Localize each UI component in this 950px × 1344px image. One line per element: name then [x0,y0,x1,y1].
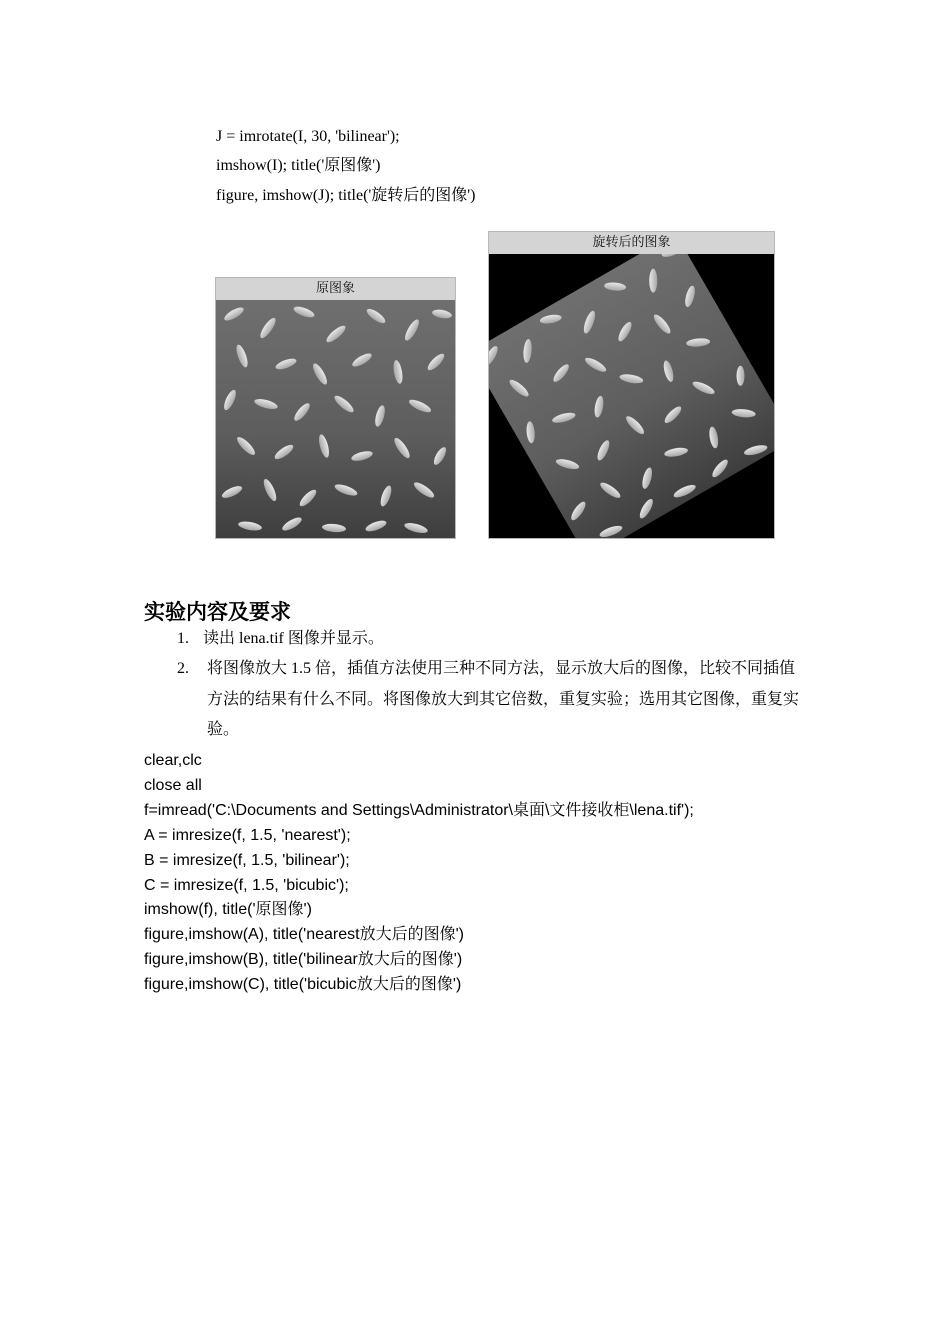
list-item-number: 1. [177,630,189,647]
rotated-image-figure [488,231,775,539]
section-heading: 实验内容及要求 [144,599,291,624]
list-item-text: 读出 lena.tif 图像并显示。 [203,630,384,647]
list-item-text: 将图像放大 1.5 倍，插值方法使用三种不同方法，显示放大后的图像，比较不同插值 [207,660,796,677]
code-line: imshow(I); title('原图像') [216,157,381,174]
code-line: figure,imshow(C), title('bicubic放大后的图像') [144,976,462,993]
code-line: figure,imshow(B), title('bilinear放大后的图像') [144,951,463,968]
code-line: figure,imshow(A), title('nearest放大后的图像') [144,926,464,943]
code-line: close all [144,777,202,794]
code-line: clear,clc [144,752,202,769]
code-line: J = imrotate(I, 30, 'bilinear'); [216,128,400,145]
rotated-image-title: 旋转后的图象 [489,232,774,254]
code-line: f=imread('C:\Documents and Settings\Administrator\桌面\文件接收柜\lena.tif'); [144,802,694,819]
list-item-text: 验。 [207,721,240,738]
code-line: A = imresize(f, 1.5, 'nearest'); [144,827,351,844]
code-line: B = imresize(f, 1.5, 'bilinear'); [144,852,350,869]
list-item-number: 2. [177,660,189,677]
rotated-rice-grains-image [489,254,774,538]
original-image-title: 原图象 [216,278,455,300]
list-item-text: 方法的结果有什么不同。将图像放大到其它倍数，重复实验；选用其它图像，重复实 [207,691,800,708]
original-image-figure [215,277,456,539]
code-line: C = imresize(f, 1.5, 'bicubic'); [144,877,349,894]
rice-grains-image [216,300,455,538]
code-line: imshow(f), title('原图像') [144,901,312,918]
code-line: figure, imshow(J); title('旋转后的图像') [216,187,476,204]
